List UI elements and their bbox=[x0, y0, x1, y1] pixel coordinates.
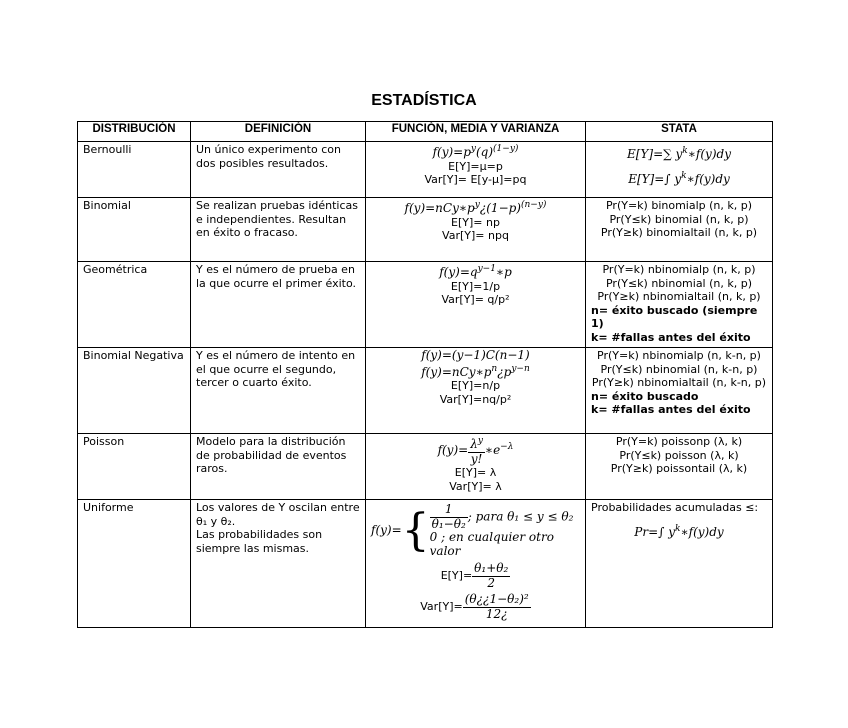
variance-formula: Var[Y]= E[y-μ]=pq bbox=[424, 173, 527, 186]
distribution-table bbox=[77, 121, 773, 628]
stata-commands bbox=[586, 434, 773, 500]
stata-cmd: Pr(Y=k) nbinomialp (n, k-n, p) bbox=[597, 349, 761, 362]
table-row bbox=[78, 198, 773, 262]
variance-formula: Var[Y]=nq/p² bbox=[439, 392, 512, 406]
combination-formula: f(y)=(y−1)C(n−1) bbox=[421, 348, 530, 362]
stata-note: n= éxito buscado bbox=[591, 389, 699, 403]
mean-formula: E[Y]= $\frac{\text{θ₁+θ₂}}{2}$ bbox=[440, 561, 509, 590]
variance-formula: Var[Y]= $\frac{\text{(θ¿¿1−θ₂)²}}{12¿}$ bbox=[420, 592, 529, 621]
stata-cmd: Pr(Y≤k) nbinomial (n, k, p) bbox=[605, 276, 753, 290]
stata-commands bbox=[586, 348, 773, 434]
pdf-formula: f(y)= { $\frac{1}{\text{θ₁−θ₂}}$ ; para θ₁ ≤ y ≤ θ₂ 0 ; en cualquier otro valor bbox=[371, 503, 580, 558]
table-row bbox=[78, 142, 773, 198]
stata-note: n= éxito buscado (siempre 1) bbox=[591, 303, 758, 330]
table-row bbox=[78, 348, 773, 434]
stata-cmd: Probabilidades acumuladas ≤: bbox=[591, 501, 759, 514]
pmf-formula: $f(y)=q^{y-1}∗p$ bbox=[439, 264, 512, 279]
table-row bbox=[78, 434, 773, 500]
table-row bbox=[78, 500, 773, 628]
stata-note: k= #fallas antes del éxito bbox=[591, 403, 751, 416]
variance-formula: Var[Y]= npq bbox=[442, 229, 509, 242]
header-funcion: FUNCIÓN, MEDIA Y VARIANZA bbox=[366, 122, 586, 142]
dist-definition: Se realizan pruebas idénticas e independientes. Resultan en éxito o fracaso. bbox=[191, 198, 366, 262]
stata-cmd: Pr(Y=k) nbinomialp (n, k, p) bbox=[602, 263, 756, 276]
stata-commands bbox=[586, 142, 773, 198]
stata-cmd: Pr(Y≥k) poissontail (λ, k) bbox=[610, 462, 748, 475]
dist-formulas bbox=[366, 348, 586, 434]
mean-formula: E[Y]=n/p bbox=[450, 379, 501, 392]
dist-definition: Modelo para la distribución de probabilidad de eventos raros. bbox=[191, 434, 366, 500]
mean-formula: E[Y]=1/p bbox=[450, 279, 501, 293]
dist-definition: Un único experimento con dos posibles resultados. bbox=[191, 142, 366, 198]
dist-formulas bbox=[366, 198, 586, 262]
variance-formula: Var[Y]= q/p² bbox=[441, 293, 510, 306]
dist-name: Geométrica bbox=[78, 262, 191, 348]
pmf-formula: $f(y)=nCy∗p^y¿(1-p)^{(n-y)}$ bbox=[404, 200, 547, 215]
expectation-sum-formula: E[Y]=∑ $y^k∗f(y)dy$ bbox=[627, 146, 731, 161]
pdf-case-2: 0 ; en cualquier otro valor bbox=[429, 530, 554, 558]
dist-definition: Y es el número de prueba en la que ocurre el primer éxito. bbox=[191, 262, 366, 348]
table-header-row bbox=[78, 122, 773, 142]
definition-line: Los valores de Y oscilan entre θ₁ y θ₂. bbox=[196, 501, 360, 528]
dist-name: Binomial bbox=[78, 198, 191, 262]
header-definicion: DEFINICIÓN bbox=[191, 122, 366, 142]
expectation-integral-formula: E[Y]=∫ $y^k∗f(y)dy$ bbox=[628, 170, 730, 186]
dist-formulas bbox=[366, 500, 586, 628]
mean-formula: E[Y]= np bbox=[451, 215, 500, 229]
dist-formulas bbox=[366, 142, 586, 198]
stata-cmd: Pr(Y=k) poissonp (λ, k) bbox=[615, 435, 743, 448]
variance-formula: Var[Y]= λ bbox=[449, 479, 502, 493]
header-stata: STATA bbox=[586, 122, 773, 142]
definition-line: Las probabilidades son siempre las mismas. bbox=[196, 528, 323, 555]
stata-note: k= #fallas antes del éxito bbox=[591, 330, 751, 344]
page-title: ESTADÍSTICA bbox=[371, 92, 477, 109]
table-row bbox=[78, 262, 773, 348]
stata-commands bbox=[586, 262, 773, 348]
dist-definition: Y es el número de intento en el que ocurre el segundo, tercer o cuarto éxito. bbox=[191, 348, 366, 434]
dist-name: Poisson bbox=[78, 434, 191, 500]
stata-cmd: Pr(Y≤k) poisson (λ, k) bbox=[619, 448, 739, 462]
pmf-formula: $f(y)=p^y(q)^{(1-y)}$ bbox=[432, 144, 519, 159]
mean-formula: E[Y]= λ bbox=[454, 466, 497, 479]
stata-cmd: Pr(Y≤k) binomial (n, k, p) bbox=[609, 212, 749, 226]
stata-cmd: Pr(Y=k) binomialp (n, k, p) bbox=[605, 199, 753, 212]
stata-commands bbox=[586, 500, 773, 628]
mean-formula: E[Y]=μ=p bbox=[448, 159, 503, 173]
dist-name: Bernoulli bbox=[78, 142, 191, 198]
stata-cmd: Pr(Y≥k) nbinomialtail (n, k, p) bbox=[597, 290, 761, 303]
pdf-case-1: ; para θ₁ ≤ y ≤ θ₂ bbox=[467, 509, 574, 524]
header-distribucion: DISTRIBUCIÓN bbox=[78, 122, 191, 142]
stata-cmd: Pr(Y≥k) binomialtail (n, k, p) bbox=[600, 226, 758, 239]
dist-name: Binomial Negativa bbox=[78, 348, 191, 434]
cumulative-formula: Pr=∫ $y^k∗f(y)dy$ bbox=[634, 523, 724, 539]
stata-cmd: Pr(Y≤k) nbinomial (n, k-n, p) bbox=[600, 362, 758, 376]
dist-name: Uniforme bbox=[78, 500, 191, 628]
pmf-formula: $f(y)=nCy∗p^n¿p^{y-n}$ bbox=[421, 363, 530, 379]
dist-formulas bbox=[366, 262, 586, 348]
pmf-formula: f(y)= $\frac{\lambda^y}{y!}$ $∗e^{-\lambda}$ bbox=[437, 436, 514, 466]
stata-commands bbox=[586, 198, 773, 262]
dist-formulas bbox=[366, 434, 586, 500]
stata-cmd: Pr(Y≥k) nbinomialtail (n, k-n, p) bbox=[591, 376, 767, 389]
dist-definition bbox=[191, 500, 366, 628]
